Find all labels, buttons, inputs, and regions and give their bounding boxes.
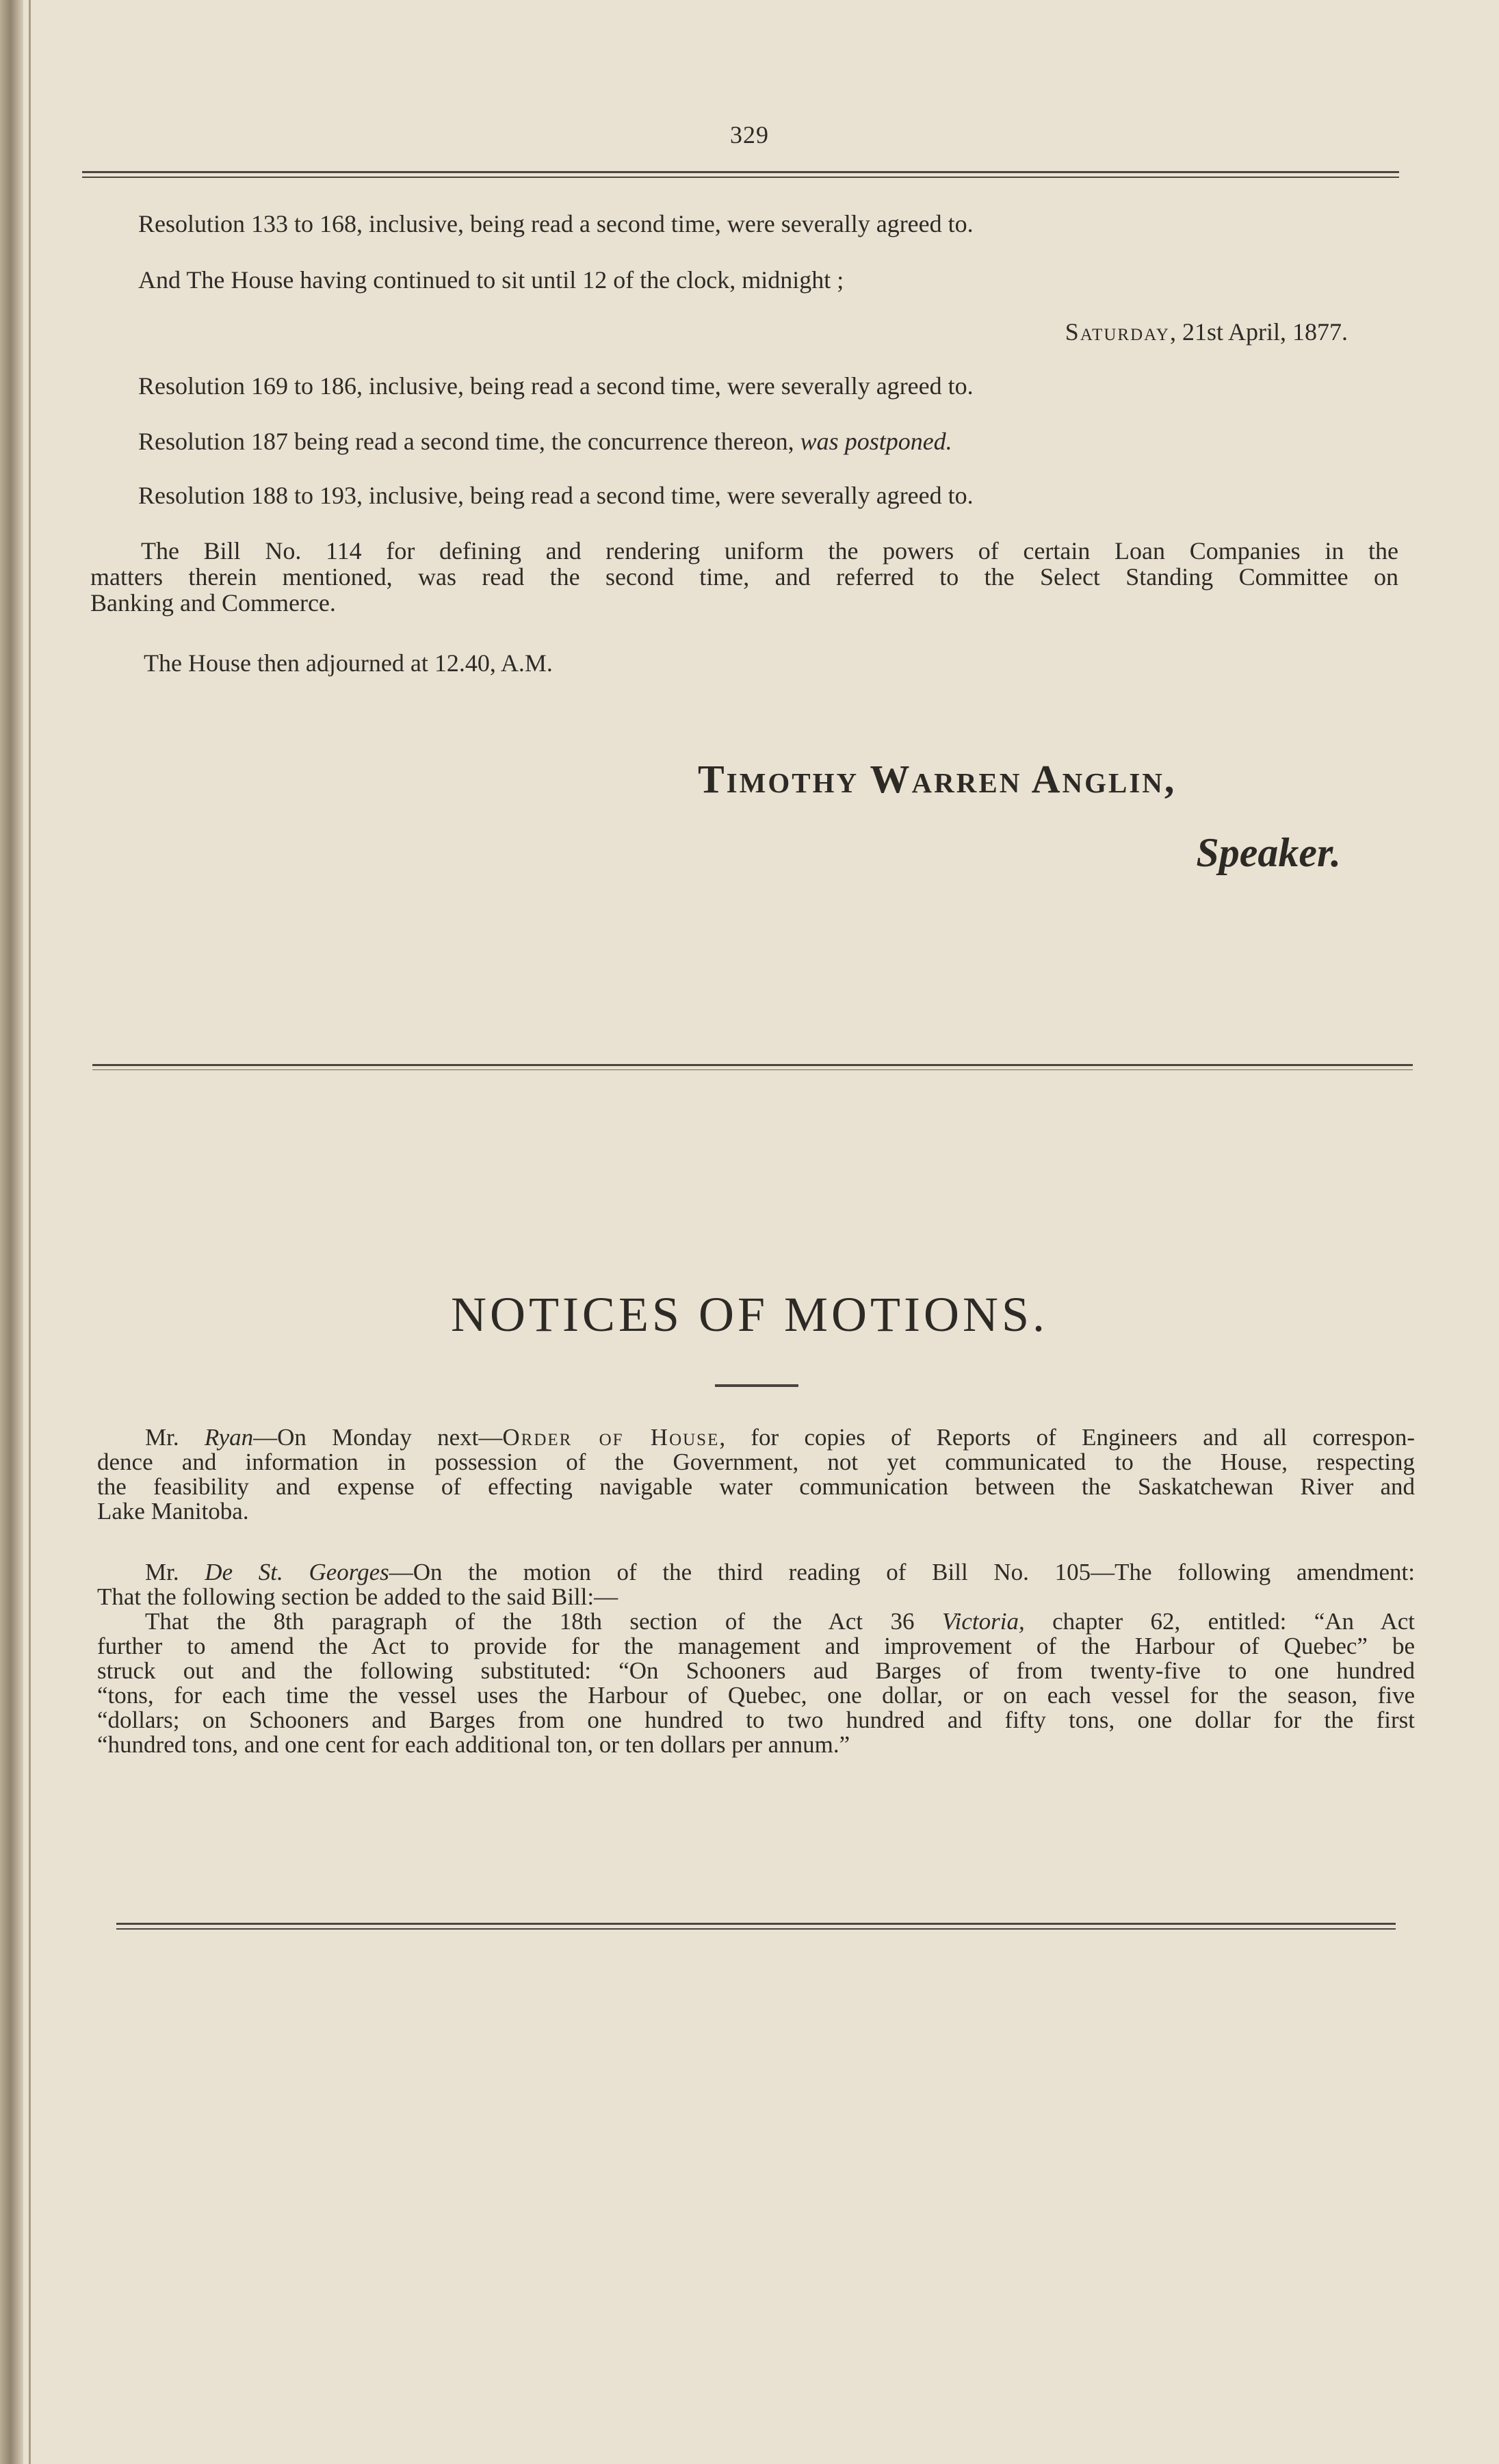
notice-dsg-line-8: “hundred tons, and one cent for each additional ton, or ten dollars per annum.”: [97, 1731, 850, 1758]
binding-shadow-line: [29, 0, 31, 2464]
notice-dsg-line-7: “dollars; on Schooners and Barges from one hundred to two hundred and fifty tons, one dollar for the first: [97, 1707, 1415, 1733]
notice-ryan-mr: Mr.: [145, 1424, 205, 1451]
page-number: 329: [730, 121, 769, 148]
middle-rule: [92, 1064, 1413, 1070]
date-rest: , 21st April, 1877.: [1169, 318, 1348, 346]
journal-resolution-188-193: Resolution 188 to 193, inclusive, being read a second time, were severally agreed to.: [138, 482, 974, 509]
bill-114-line-1: The Bill No. 114 for defining and rendering uniform the powers of certain Loan Companies in the: [141, 537, 1398, 565]
resolution-187-postponed: was postponed.: [800, 428, 952, 455]
notice-ryan-dash: —On Monday next—: [253, 1424, 503, 1451]
bottom-rule: [116, 1923, 1396, 1930]
resolution-187-text: Resolution 187 being read a second time, the concurrence thereon,: [138, 428, 800, 455]
notice-dsg-line-1-rest: —On the motion of the third reading of Bill No. 105—The following amendment:: [389, 1559, 1415, 1585]
date-day: Saturday: [1065, 318, 1170, 346]
page-binding-edge: [0, 0, 23, 2464]
notices-heading: NOTICES OF MOTIONS.: [450, 1287, 1049, 1342]
journal-resolution-133-168: Resolution 133 to 168, inclusive, being read a second time, were severally agreed to.: [138, 210, 974, 237]
bill-114-line-3: Banking and Commerce.: [90, 589, 336, 617]
notice-dsg-line-3-start: That the 8th paragraph of the 18th section of the Act 36: [145, 1608, 942, 1635]
journal-resolution-169-186: Resolution 169 to 186, inclusive, being read a second time, were severally agreed to.: [138, 372, 974, 400]
notice-ryan-line-1: [145, 1425, 1415, 1450]
bill-114-line-2: matters therein mentioned, was read the second time, and referred to the Select Standing Committee on: [90, 563, 1398, 591]
heading-short-rule: [715, 1384, 798, 1387]
journal-house-continued: And The House having continued to sit until 12 of the clock, midnight ;: [138, 266, 844, 294]
notice-dsg-line-2: That the following section be added to the said Bill:—: [97, 1583, 618, 1610]
notice-ryan-name: Ryan: [204, 1424, 254, 1451]
notice-ryan-line-3: the feasibility and expense of effecting navigable water communication between the Saskatchewan River and: [97, 1473, 1415, 1500]
notice-ryan-line-1-rest: , for copies of Reports of Engineers and all correspon-: [719, 1424, 1415, 1451]
notice-dsg-line-5: struck out and the following substituted: “On Schooners aud Barges of from twenty-five to one hundred: [97, 1657, 1415, 1684]
notice-ryan-line-4: Lake Manitoba.: [97, 1498, 249, 1525]
notice-ryan-line-2: dence and information in possession of the Government, not yet communicated to the House, respecting: [97, 1449, 1415, 1475]
journal-resolution-187: [138, 428, 952, 454]
notice-dsg-line-3: [145, 1609, 1415, 1634]
top-rule: [82, 171, 1399, 178]
notice-dsg-line-3-end: chapter 62, entitled: “An Act: [1024, 1608, 1415, 1635]
notice-dsg-mr: Mr.: [145, 1559, 205, 1585]
notice-dsg-line-1: [145, 1560, 1415, 1585]
journal-adjourned: The House then adjourned at 12.40, A.M.: [144, 649, 553, 677]
notice-dsg-victoria: Victoria,: [941, 1608, 1025, 1635]
notice-dsg-line-6: “tons, for each time the vessel uses the Harbour of Quebec, one dollar, or on each vessel for the season, five: [97, 1682, 1415, 1709]
speaker-title: Speaker.: [1196, 830, 1341, 875]
journal-date-line: [821, 319, 1348, 345]
speaker-name: Timothy Warren Anglin,: [698, 757, 1177, 801]
notice-dsg-line-4: further to amend the Act to provide for the management and improvement of the Harbour of Quebec” be: [97, 1633, 1415, 1659]
notice-ryan-order: Order of House: [502, 1424, 720, 1451]
notice-dsg-name: De St. Georges: [205, 1559, 389, 1585]
